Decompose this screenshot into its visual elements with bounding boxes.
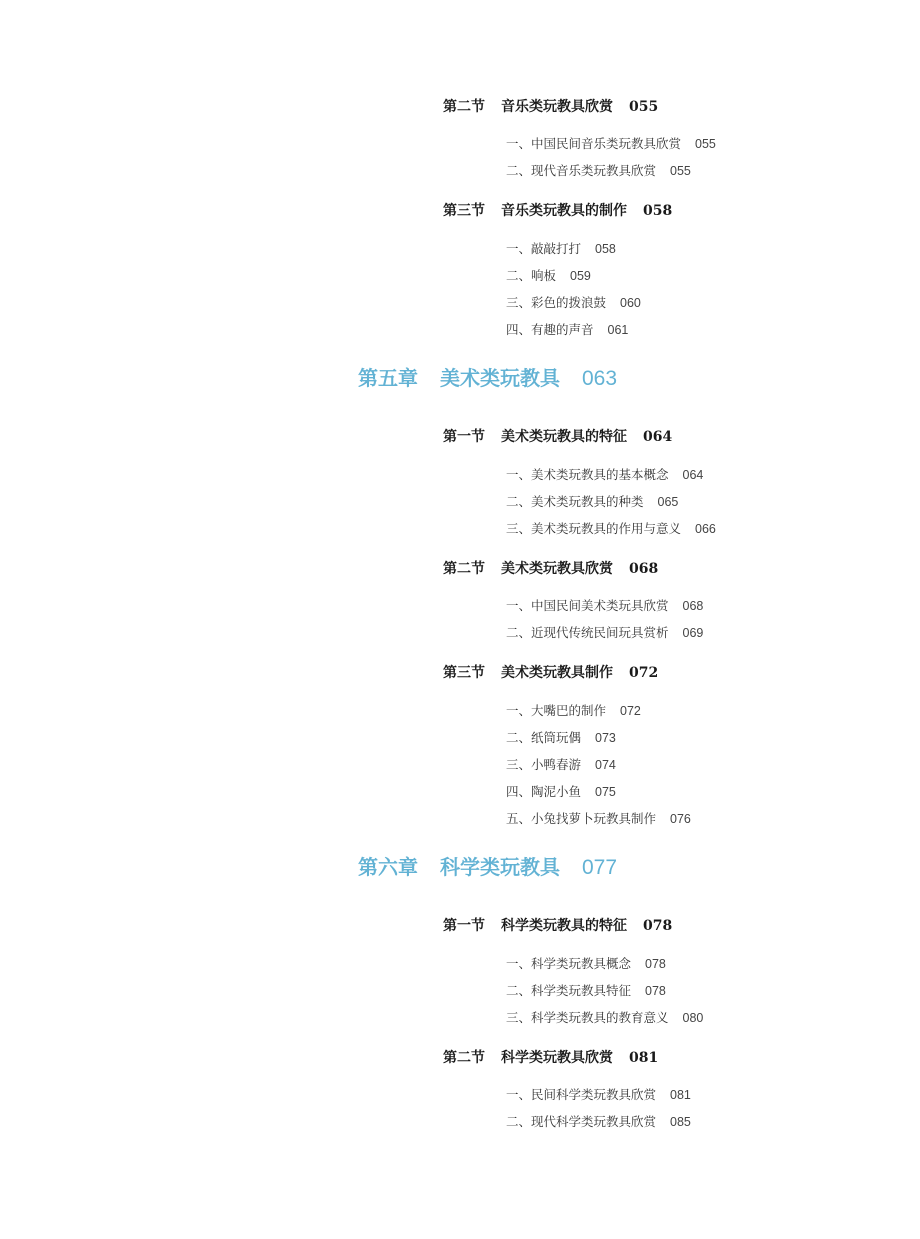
chapter-title: 科学类玩教具 bbox=[440, 855, 560, 879]
chapter-label: 第六章 bbox=[358, 855, 418, 879]
item-title: 二、科学类玩教具特征 bbox=[506, 983, 632, 998]
section-title: 音乐类玩教具的制作 bbox=[501, 203, 627, 219]
toc-item bbox=[506, 958, 666, 971]
toc-section bbox=[443, 919, 672, 933]
toc-item bbox=[506, 165, 691, 178]
toc-item bbox=[506, 243, 616, 256]
item-page: 080 bbox=[682, 1011, 704, 1025]
toc-item bbox=[506, 324, 628, 337]
item-page: 058 bbox=[595, 242, 616, 256]
item-page: 081 bbox=[670, 1088, 691, 1102]
toc-section bbox=[443, 204, 672, 218]
section-label: 第一节 bbox=[443, 918, 485, 934]
toc-item bbox=[506, 1116, 691, 1129]
toc-chapter bbox=[358, 368, 617, 389]
item-title: 一、民间科学类玩教具欣赏 bbox=[506, 1087, 657, 1102]
item-page: 060 bbox=[620, 296, 641, 310]
toc-item bbox=[506, 138, 716, 151]
item-page: 078 bbox=[645, 957, 666, 971]
toc-chapter bbox=[358, 857, 617, 878]
chapter-label: 第五章 bbox=[358, 366, 418, 390]
item-title: 二、纸筒玩偶 bbox=[506, 730, 582, 745]
item-page: 068 bbox=[682, 599, 704, 613]
section-page: 064 bbox=[643, 429, 673, 445]
toc-item bbox=[506, 705, 641, 718]
item-page: 078 bbox=[645, 984, 666, 998]
toc-item bbox=[506, 985, 666, 998]
item-page: 085 bbox=[670, 1115, 691, 1129]
toc-item bbox=[506, 1089, 691, 1102]
item-title: 四、陶泥小鱼 bbox=[506, 784, 582, 799]
section-label: 第二节 bbox=[443, 99, 485, 115]
section-label: 第一节 bbox=[443, 429, 485, 445]
toc-item bbox=[506, 759, 616, 772]
section-page: 078 bbox=[643, 918, 673, 934]
chapter-page: 063 bbox=[582, 367, 618, 390]
section-page: 081 bbox=[629, 1050, 659, 1066]
item-title: 二、美术类玩教具的种类 bbox=[506, 494, 644, 509]
toc-item bbox=[506, 600, 703, 613]
item-title: 二、近现代传统民间玩具赏析 bbox=[506, 625, 669, 640]
toc-item bbox=[506, 469, 703, 482]
chapter-page: 077 bbox=[582, 856, 618, 879]
item-title: 三、小鸭春游 bbox=[506, 757, 582, 772]
section-title: 美术类玩教具欣赏 bbox=[501, 561, 613, 577]
toc-section bbox=[443, 1051, 658, 1065]
section-title: 美术类玩教具的特征 bbox=[501, 429, 627, 445]
toc-section bbox=[443, 100, 658, 114]
toc-section bbox=[443, 430, 672, 444]
item-page: 055 bbox=[670, 164, 691, 178]
section-label: 第二节 bbox=[443, 561, 485, 577]
item-title: 二、现代科学类玩教具欣赏 bbox=[506, 1114, 657, 1129]
section-label: 第二节 bbox=[443, 1050, 485, 1066]
item-page: 074 bbox=[595, 758, 616, 772]
section-title: 音乐类玩教具欣赏 bbox=[501, 99, 613, 115]
item-title: 四、有趣的声音 bbox=[506, 322, 594, 337]
item-page: 072 bbox=[620, 704, 641, 718]
toc-item bbox=[506, 627, 703, 640]
section-page: 072 bbox=[629, 665, 659, 681]
item-page: 065 bbox=[657, 495, 679, 509]
item-title: 一、中国民间美术类玩具欣赏 bbox=[506, 598, 669, 613]
toc-item bbox=[506, 813, 691, 826]
section-page: 058 bbox=[643, 203, 673, 219]
item-title: 一、大嘴巴的制作 bbox=[506, 703, 607, 718]
section-title: 科学类玩教具的特征 bbox=[501, 918, 627, 934]
section-title: 美术类玩教具制作 bbox=[501, 665, 613, 681]
item-title: 一、美术类玩教具的基本概念 bbox=[506, 467, 669, 482]
section-page: 055 bbox=[629, 99, 659, 115]
item-page: 075 bbox=[595, 785, 616, 799]
section-title: 科学类玩教具欣赏 bbox=[501, 1050, 613, 1066]
toc-item bbox=[506, 523, 716, 536]
toc-item bbox=[506, 270, 591, 283]
toc-section bbox=[443, 562, 658, 576]
item-title: 一、中国民间音乐类玩教具欣赏 bbox=[506, 136, 682, 151]
item-page: 076 bbox=[670, 812, 691, 826]
item-title: 二、现代音乐类玩教具欣赏 bbox=[506, 163, 657, 178]
item-title: 三、科学类玩教具的教育意义 bbox=[506, 1010, 669, 1025]
item-title: 二、响板 bbox=[506, 268, 557, 283]
item-page: 069 bbox=[682, 626, 704, 640]
toc-item bbox=[506, 297, 641, 310]
toc-item bbox=[506, 786, 616, 799]
section-label: 第三节 bbox=[443, 665, 485, 681]
item-page: 061 bbox=[607, 323, 629, 337]
item-page: 055 bbox=[695, 137, 716, 151]
section-label: 第三节 bbox=[443, 203, 485, 219]
item-title: 一、敲敲打打 bbox=[506, 241, 582, 256]
section-page: 068 bbox=[629, 561, 659, 577]
item-page: 064 bbox=[682, 468, 704, 482]
item-page: 073 bbox=[595, 731, 616, 745]
item-title: 三、彩色的拨浪鼓 bbox=[506, 295, 607, 310]
item-page: 066 bbox=[695, 522, 716, 536]
item-title: 三、美术类玩教具的作用与意义 bbox=[506, 521, 682, 536]
item-page: 059 bbox=[570, 269, 591, 283]
toc-item bbox=[506, 732, 616, 745]
toc-item bbox=[506, 1012, 703, 1025]
chapter-title: 美术类玩教具 bbox=[440, 366, 560, 390]
item-title: 一、科学类玩教具概念 bbox=[506, 956, 632, 971]
toc-section bbox=[443, 666, 658, 680]
toc-item bbox=[506, 496, 678, 509]
item-title: 五、小兔找萝卜玩教具制作 bbox=[506, 811, 657, 826]
